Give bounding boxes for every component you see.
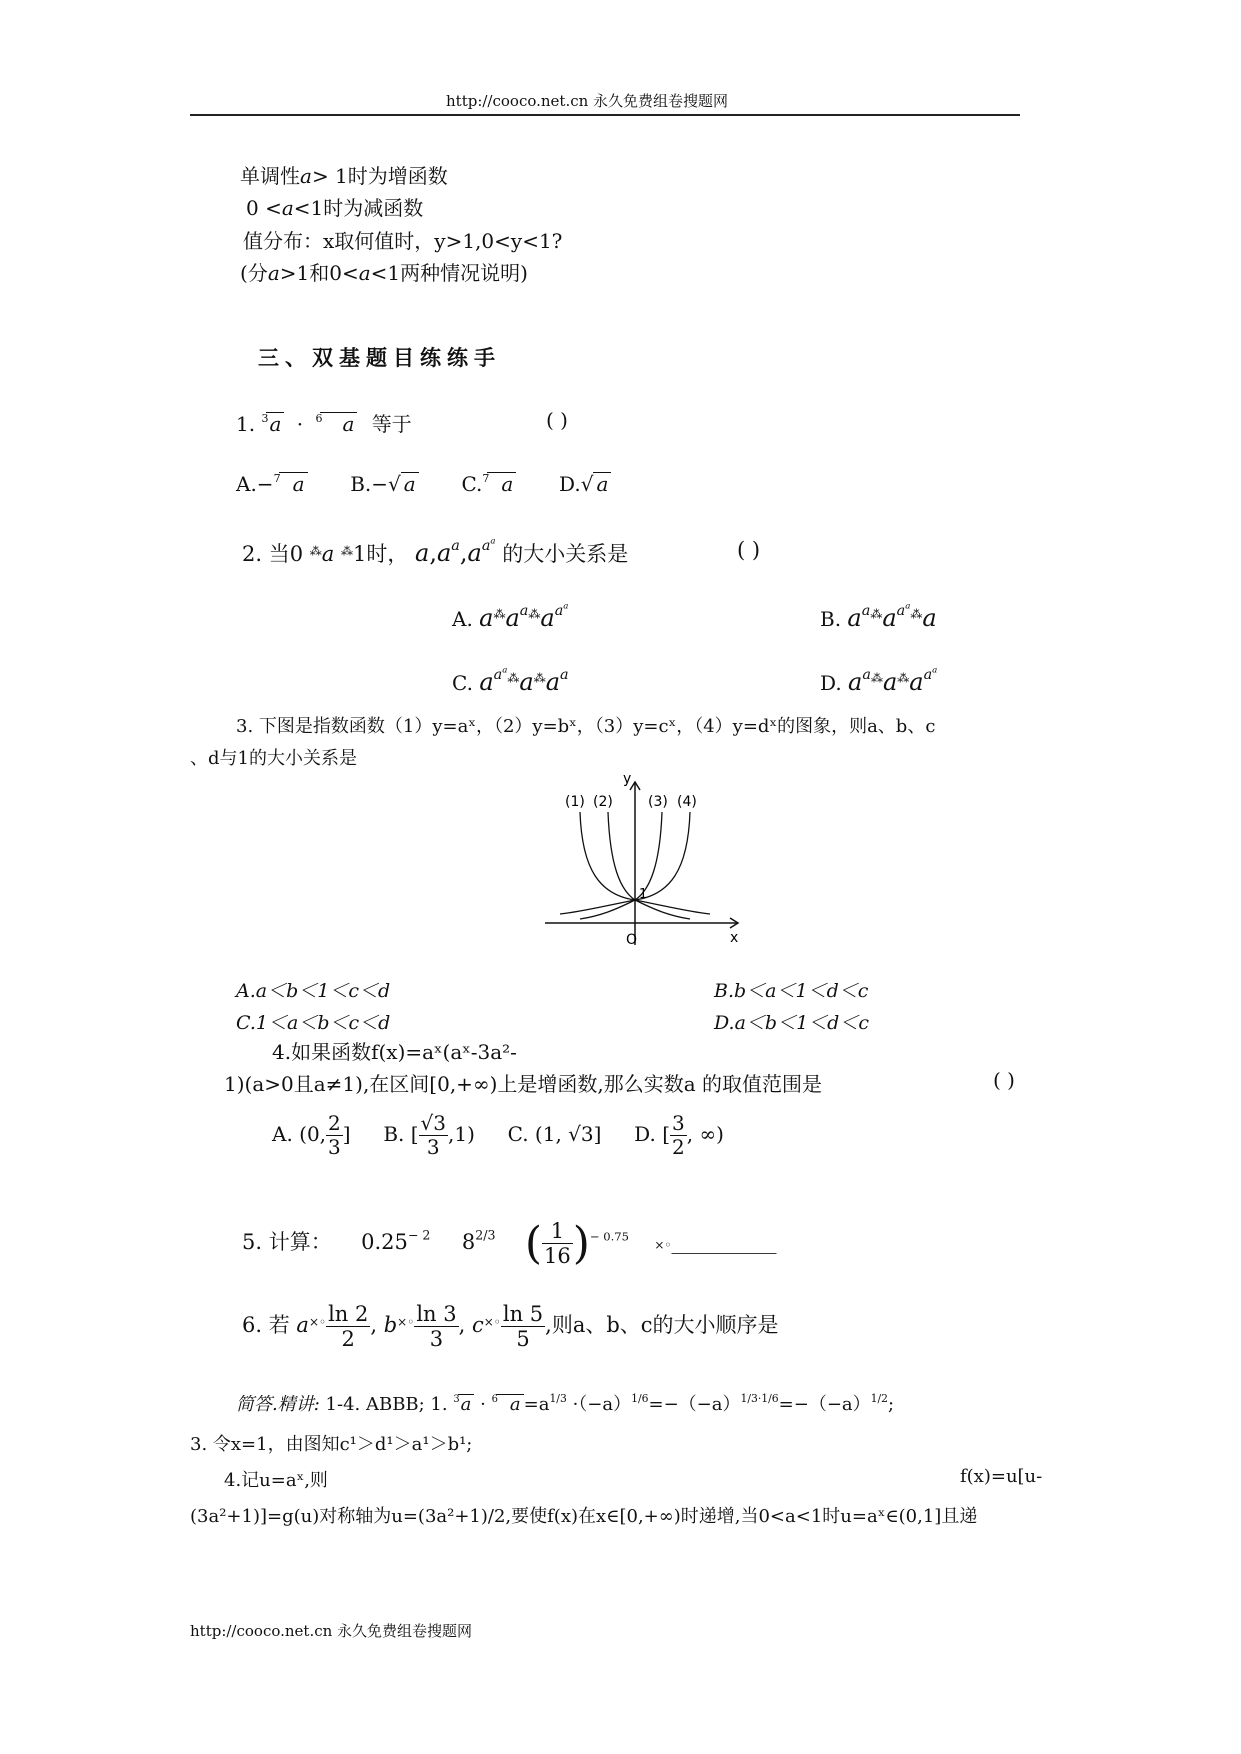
- answers-line-3-left: 4.记u=aˣ,则: [224, 1470, 328, 1491]
- question-3-option-b: B.b＜a＜1＜d＜c: [714, 980, 869, 1002]
- question-3-cont: 、d与1的大小关系是: [190, 748, 357, 769]
- question-2-option-d: D. $a^{a⁂}a^⁂a^{a^a}$: [820, 665, 938, 696]
- answers-line-1: 简答.精讲: 1-4. ABBB; 1. $^3$a · $^6$ $a =a^{1/3} \cdot(-a)^{1/6}=-(-a)^{1/3\cdot 1/6}=-(-a)^{1/2}$;: [236, 1391, 895, 1415]
- question-1-paren: ( ): [546, 408, 568, 432]
- question-2-option-b: B. $a^{a⁂}a^{a^a⁂}a$: [820, 601, 937, 632]
- question-4-line-2: 1)(a>0且a≠1),在区间[0,+∞)上是增函数,那么实数a 的取值范围是: [224, 1072, 823, 1096]
- graph-label-1: (1): [565, 794, 585, 810]
- graph-label-2: (2): [593, 794, 613, 810]
- intro-line-4: (分a>1和0<a<1两种情况说明): [240, 261, 528, 285]
- question-3-option-c: C.1＜a＜b＜c＜d: [236, 1012, 391, 1034]
- graph-label-4: (4): [677, 794, 697, 810]
- question-1: 1. $^3$a · $^6$ a 等于: [236, 412, 412, 436]
- intro-line-1: 单调性a> 1时为增函数: [240, 164, 448, 188]
- question-2-option-a: A. $a^⁂a^{a⁂}a^{a^a}$: [452, 601, 569, 632]
- page-header: http://cooco.net.cn 永久免费组卷搜题网: [446, 92, 729, 110]
- question-5: 5. 计算： $0.25^{- 2}$ $8^{2/3}$ ( $\frac{1}{16}$ )$^{- 0.75}$ ×◦__________: [242, 1218, 777, 1269]
- question-3-option-d: D.a＜b＜1＜d＜c: [714, 1012, 869, 1034]
- section-title: 三、双基题目练练手: [258, 345, 501, 370]
- answers-line-4: (3a²+1)]=g(u)对称轴为u=(3a²+1)/2,要使f(x)在x∈[0,+∞)时递增,当0<a<1时u=aˣ∈(0,1]且递: [190, 1506, 978, 1527]
- intro-line-2: 0 <a<1时为减函数: [246, 196, 424, 220]
- answers-line-2: 3. 令x=1，由图知c¹＞d¹＞a¹＞b¹;: [190, 1434, 473, 1455]
- curve-4: [560, 812, 690, 914]
- intro-line-3: 值分布：x取何值时，y>1,0<y<1?: [243, 229, 563, 253]
- question-3-option-a: A.a＜b＜1＜c＜d: [236, 980, 391, 1002]
- question-1-options: A.−$^7$ a B.−√ a C.$^7$ a D.√ a: [236, 472, 611, 496]
- graph-x-label: x: [730, 930, 739, 946]
- question-3: 3. 下图是指数函数（1）y=aˣ，（2）y=bˣ，（3）y=cˣ，（4）y=dˣ的图象，则a、b、c: [236, 716, 936, 737]
- question-4-line-1: 4.如果函数f(x)=aˣ(aˣ-3a²-: [272, 1040, 517, 1064]
- answers-line-3-right: f(x)=u[u-: [960, 1466, 1043, 1487]
- header-rule: [190, 114, 1020, 116]
- exponential-graph: [540, 770, 750, 950]
- question-4-paren: ( ): [993, 1068, 1015, 1092]
- page-footer: http://cooco.net.cn 永久免费组卷搜题网: [190, 1622, 473, 1640]
- question-2-option-c: C. $a^{a^a⁂}a^⁂a^a$: [452, 665, 569, 696]
- question-2-paren: ( ): [737, 538, 761, 562]
- question-2: 2. 当0 ⁂a ⁂1时， $a,a^a,a^{a^a}$ 的大小关系是: [242, 536, 629, 567]
- question-4-options: A. (0, $\frac{2}{3}$ ] B. [ $\frac{√3}{3}$ ,1) C. (1, √3] D. [ $\frac{3}{2}$ , ∞): [272, 1111, 724, 1159]
- graph-label-3: (3): [648, 794, 668, 810]
- graph-y-label: y: [623, 771, 632, 787]
- question-6: 6. 若 a×◦ $\frac{\ln 2}{2}$ , b×◦ $\frac{\ln 3}{3}$ , c×◦ $\frac{\ln 5}{5}$ ,则a、b、c的大小顺序是: [242, 1302, 779, 1352]
- graph-one: 1: [639, 887, 648, 902]
- graph-origin: O: [626, 932, 638, 948]
